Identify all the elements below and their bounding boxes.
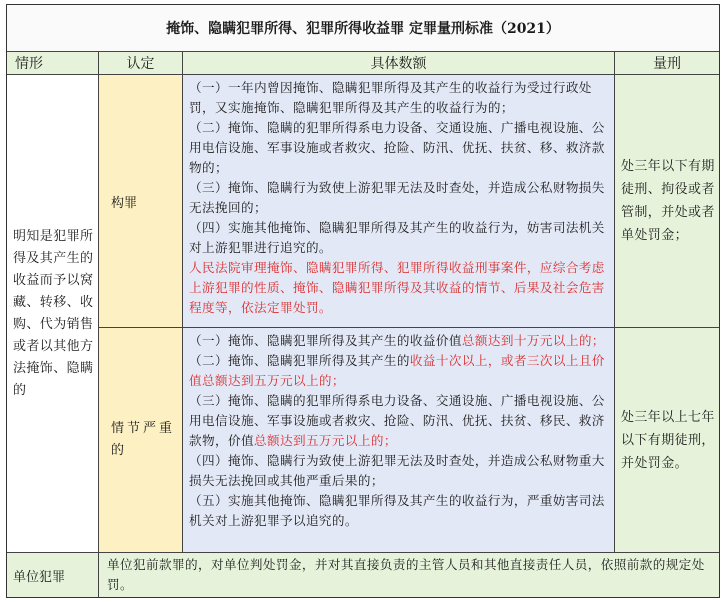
gouzui-details [183,75,615,328]
rending-yanzhong: 情节严重的 [99,328,183,553]
gouzui-liangxing [615,75,719,328]
yanzhong-penalty-text: 处三年以上七年以下有期徒刑，并处罚金。 [621,409,715,471]
header-liangxing: 量刑 [615,52,719,75]
yanzhong-item-1: （一）掩饰、隐瞒犯罪所得及其产生的收益价值总额达到十万元以上的； [189,333,605,348]
gouzui-item-3: （三）掩饰、隐瞒行为致使上游犯罪无法及时查处，并造成公私财物损失无法挽回的； [189,180,605,215]
yanzhong-item-5: （五）实施其他掩饰、隐瞒犯罪所得及其产生的收益行为，严重妨害司法机关对上游犯罪予以追究的。 [189,493,605,528]
qingxing-text: 明知是犯罪所得及其产生的收益而予以窝藏、转移、收购、代为销售或者以其他方法掩饰、隐瞒的 [13,228,94,398]
table-title: 掩饰、隐瞒犯罪所得、犯罪所得收益罪 定罪量刑标准（2021） [7,5,719,52]
yanzhong-details [183,328,615,553]
gouzui-penalty-text: 处三年以下有期徒刑、拘役或者管制，并处或者单处罚金； [621,159,715,243]
rending-gouzui: 构罪 [99,75,183,328]
yanzhong-item-4: （四）掩饰、隐瞒行为致使上游犯罪无法及时查处，并造成公私财物重大损失无法挽回或其他严重后果的； [189,453,605,488]
gouzui-note: 人民法院审理掩饰、隐瞒犯罪所得、犯罪所得收益刑事案件，应综合考虑上游犯罪的性质、掩饰、隐瞒犯罪所得及其收益的情节、后果及社会危害程度等，依法定罪处罚。 [189,260,605,315]
yanzhong-item-3: （三）掩饰、隐瞒的犯罪所得系电力设备、交通设施、广播电视设施、公用电信设施、军事设施或者救灾、抢险、防汛、优抚、扶贫、移民、救济款物，价值总额达到五万元以上的； [189,393,605,448]
danwei-label: 单位犯罪 [7,553,99,597]
yanzhong-liangxing [615,328,719,553]
qingxing-cell [7,75,99,553]
gouzui-item-2: （二）掩饰、隐瞒的犯罪所得系电力设备、交通设施、广播电视设施、公用电信设施、军事设施或者救灾、抢险、防汛、优抚、扶贫、移、救济款物的； [189,120,605,175]
header-qingxing: 情形 [7,52,99,75]
standards-table [6,4,720,598]
gouzui-item-4: （四）实施其他掩饰、隐瞒犯罪所得及其产生的收益行为，妨害司法机关对上游犯罪进行追究的。 [189,220,605,255]
header-shuju: 具体数额 [183,52,615,75]
yanzhong-item-2: （二）掩饰、隐瞒犯罪所得及其产生的收益十次以上，或者三次以上且价值总额达到五万元以上的； [189,353,605,388]
gouzui-item-1: （一）一年内曾因掩饰、隐瞒犯罪所得及其产生的收益行为受过行政处罚，又实施掩饰、隐瞒犯罪所得及其产生的收益行为的； [189,80,592,115]
header-rending: 认定 [99,52,183,75]
danwei-text: 单位犯前款罪的，对单位判处罚金，并对其直接负责的主管人员和其他直接责任人员，依照前款的规定处罚。 [99,553,719,597]
